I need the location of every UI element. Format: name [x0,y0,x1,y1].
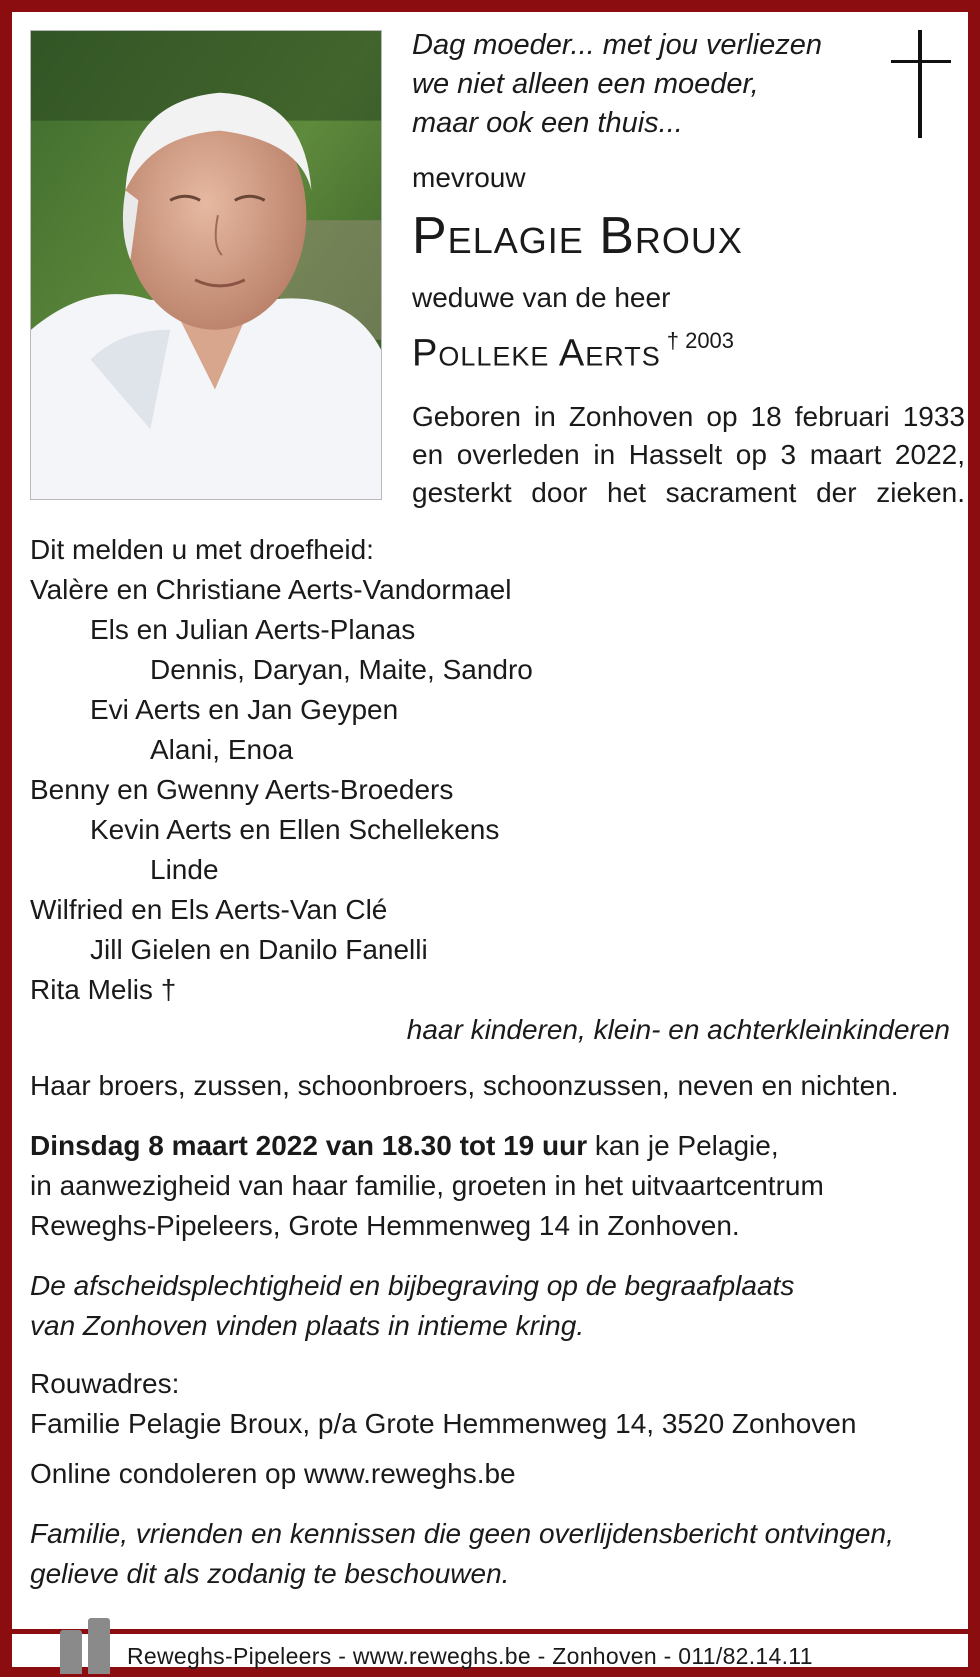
family-member: Wilfried en Els Aerts-Van Clé [30,894,388,925]
visit-line-1 [30,1126,824,1166]
poem-line: Dag moeder... met jou verliezen [412,29,822,61]
mourning-address-label: Rouwadres: [30,1368,180,1399]
family-member: Rita Melis † [30,974,177,1005]
mourning-address [30,1364,856,1444]
notice [30,1514,894,1594]
spouse-name: Polleke Aerts [412,332,661,375]
cross-icon [891,30,951,140]
ceremony-line: De afscheidsplechtigheid en bijbegraving op de begraafplaats [30,1270,795,1301]
family-member: Evi Aerts en Jan Geypen [90,694,399,725]
family-member: Valère en Christiane Aerts-Vandormael [30,574,512,605]
ceremony-info [30,1266,794,1346]
notice-line: Familie, vrienden en kennissen die geen overlijdensbericht ontvingen, [30,1518,894,1549]
family-member: Benny en Gwenny Aerts-Broeders [30,774,454,805]
portrait-photo [30,30,382,500]
title-prefix: mevrouw [412,162,526,193]
widow-of: weduwe van de heer [412,282,671,313]
family-member: Alani, Enoa [150,734,294,765]
family-member: Els en Julian Aerts-Planas [90,614,416,645]
family-intro: Dit melden u met droefheid: [30,534,374,565]
family-member: Dennis, Daryan, Maite, Sandro [150,654,533,685]
kids-caption: haar kinderen, klein- en achterkleinkinderen [406,1014,950,1045]
footer-text: Reweghs-Pipeleers - www.reweghs.be - Zonhoven - 011/82.14.11 [127,1643,813,1669]
portrait-illustration [31,31,381,499]
online-condolence: Online condoleren op www.reweghs.be [30,1458,516,1489]
birth-death-info [412,398,965,512]
spouse-death: † 2003 [666,328,735,353]
spouse-name-line [412,322,734,377]
visit-line-3: Reweghs-Pipeleers, Grote Hemmenweg 14 in Zonhoven. [30,1210,740,1241]
visit-line-2: in aanwezigheid van haar familie, groeten in het uitvaartcentrum [30,1170,824,1201]
family-list [30,530,533,1010]
born-line: gesterkt door het sacrament der zieken. [412,477,965,508]
ceremony-line: van Zonhoven vinden plaats in intieme kring. [30,1310,585,1341]
family-member: Linde [150,854,219,885]
mourning-address-value: Familie Pelagie Broux, p/a Grote Hemmenweg 14, 3520 Zonhoven [30,1408,857,1439]
siblings-line: Haar broers, zussen, schoonbroers, schoonzussen, neven en nichten. [30,1070,899,1101]
born-line: Geboren in Zonhoven op 18 februari 1933 [412,401,965,432]
funeral-home-logo-icon [52,1618,122,1674]
poem-line: we niet alleen een moeder, [412,68,759,100]
family-member: Kevin Aerts en Ellen Schellekens [90,814,500,845]
family-member: Jill Gielen en Danilo Fanelli [90,934,428,965]
poem [412,26,822,143]
footer-rule [12,1629,968,1634]
footer [12,1607,968,1677]
notice-line: gelieve dit als zodanig te beschouwen. [30,1558,510,1589]
born-line: en overleden in Hasselt op 3 maart 2022, [412,439,965,470]
visit-date: Dinsdag 8 maart 2022 van 18.30 tot 19 uur [30,1130,588,1161]
deceased-name: Pelagie Broux [412,207,743,265]
visit-rest: kan je Pelagie, [587,1130,779,1161]
visitation-info [30,1126,824,1246]
poem-line: maar ook een thuis... [412,107,683,139]
